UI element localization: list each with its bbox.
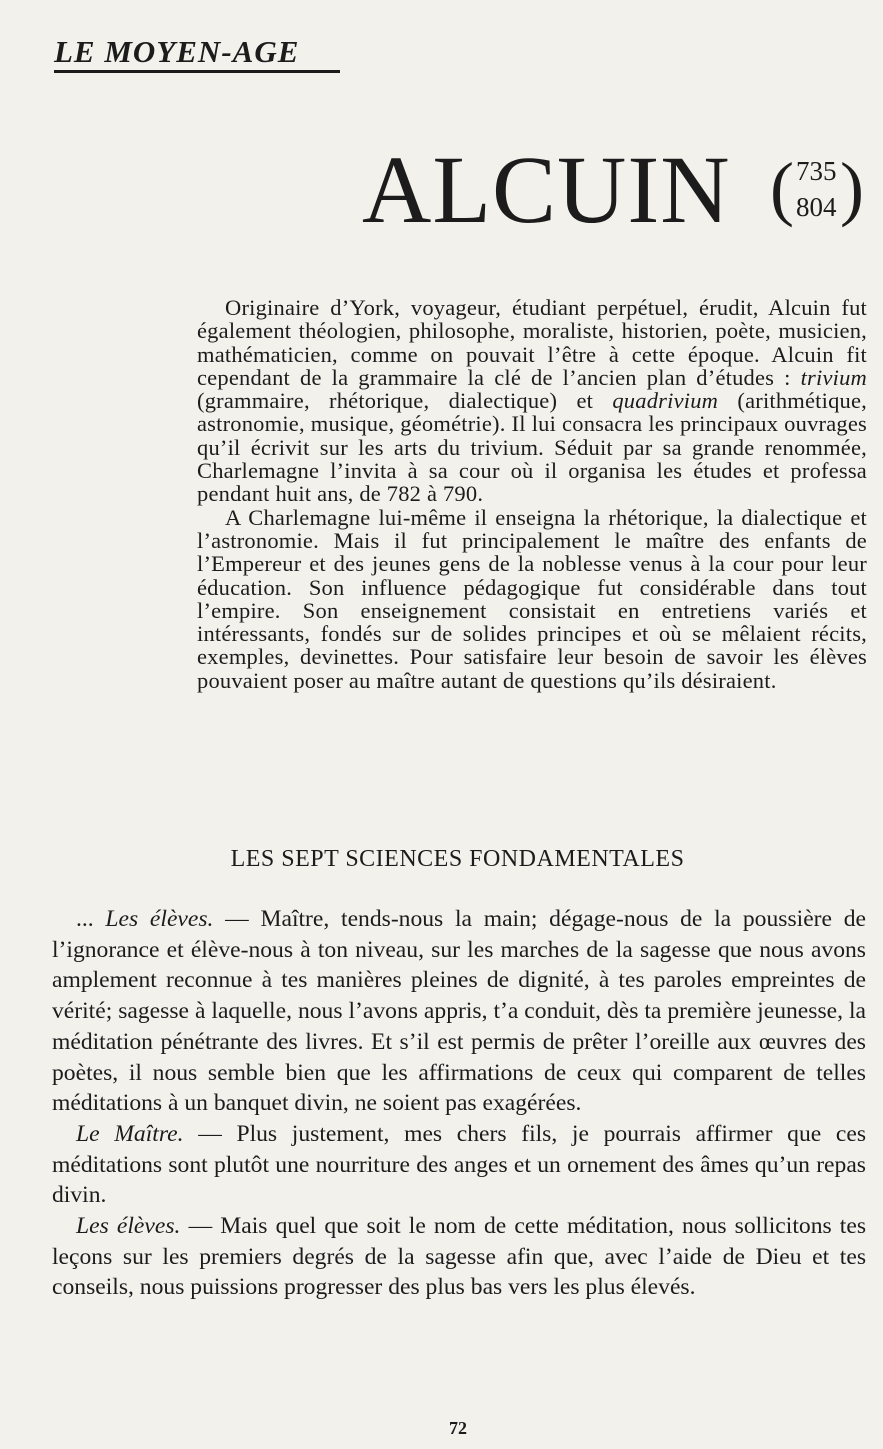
- dialogue-text: — Mais quel que soit le nom de cette méditation, nous sollicitons tes leçons sur les premiers degrés de la sagesse afin que, avec l’aide de Dieu et tes conseils, nous puissions progresser des plus bas vers les plus élevés.: [52, 1213, 867, 1301]
- life-dates: [770, 148, 864, 228]
- biography: [197, 296, 867, 692]
- bio-italic-term: quadrivium: [612, 388, 719, 414]
- dialogue-speaker: Les élèves.: [105, 906, 214, 932]
- close-parenthesis: ): [840, 148, 864, 228]
- header-underline: [54, 70, 340, 73]
- dialogue-paragraph: [52, 1119, 866, 1211]
- dialogue-speaker: Le Maître.: [76, 1120, 184, 1147]
- section-header: LE MOYEN-AGE: [54, 34, 300, 69]
- page-title: ALCUIN: [362, 136, 731, 243]
- bio-paragraph: [197, 506, 867, 692]
- section-title: LES SEPT SCIENCES FONDAMENTALES: [230, 846, 685, 872]
- dialogue-text: — Plus justement, mes chers fils, je pourrais affirmer que ces méditations sont plutôt une nourriture des anges et un ornement des âmes qu’un repas divin.: [52, 1120, 867, 1209]
- bio-text: (arithmétique, astronomie, musique, géométrie). Il lui consacra les principaux ouvrages qu’il écrivit sur les arts du trivium. Séduit par sa grande renommée, Charlemagne l’invita à sa cour où il organisa les études et professa pendant huit ans, de 782 à 790.: [197, 388, 868, 507]
- bio-text: Originaire d’York, voyageur, étudiant perpétuel, érudit, Alcuin fut également théologien, philosophe, moraliste, historien, poète, musicien, mathématicien, comme on pouvait l’être à cette époque. Alcuin fit cependant de la grammaire la clé de l’ancien plan d’études :: [197, 295, 867, 390]
- bio-text: A Charlemagne lui-même il enseigna la rhétorique, la dialectique et l’astronomie. Mais il fut principalement le maître des enfants de l’Empereur et des jeunes gens de la noblesse venus à la cour pour leur éducation. Son influence pédagogique fut considérable dans tout l’empire. Son enseignement consistait en entretiens variés et intéressants, fondés sur de solides principes et où se mêlaient récits, exemples, devinettes. Pour satisfaire leur besoin de savoir les élèves pouvaient poser au maître autant de questions qu’ils désiraient.: [197, 504, 867, 693]
- birth-year: 735: [796, 156, 837, 186]
- dialogue-ellipsis: ...: [76, 906, 106, 932]
- dialogue-paragraph: [52, 1211, 866, 1303]
- dialogue-paragraph: [52, 904, 866, 1119]
- page-number: 72: [449, 1418, 467, 1438]
- dialogue: [52, 904, 866, 1303]
- dialogue-speaker: Les élèves.: [76, 1213, 181, 1240]
- bio-paragraph: [197, 296, 867, 506]
- death-year: 804: [796, 192, 837, 222]
- dialogue-text: — Maître, tends-nous la main; dégage-nous de la poussière de l’ignorance et élève-nous à ton niveau, sur les marches de la sagesse que nous avons amplement reconnue à tes manières pleines de dignité, à tes paroles empreintes de vérité; sagesse à laquelle, nous l’avons appris, t’a conduit, dès ta première jeunesse, la méditation pénétrante des livres. Et s’il est permis de prêter l’oreille aux œuvres des poètes, il nous semble bien que les affirmations de ceux qui comparent de telles méditations à un banquet divin, ne soient pas exagérées.: [52, 906, 866, 1117]
- bio-italic-term: trivium: [800, 364, 867, 390]
- open-parenthesis: (: [770, 148, 794, 228]
- bio-text: (grammaire, rhétorique, dialectique) et: [197, 388, 613, 414]
